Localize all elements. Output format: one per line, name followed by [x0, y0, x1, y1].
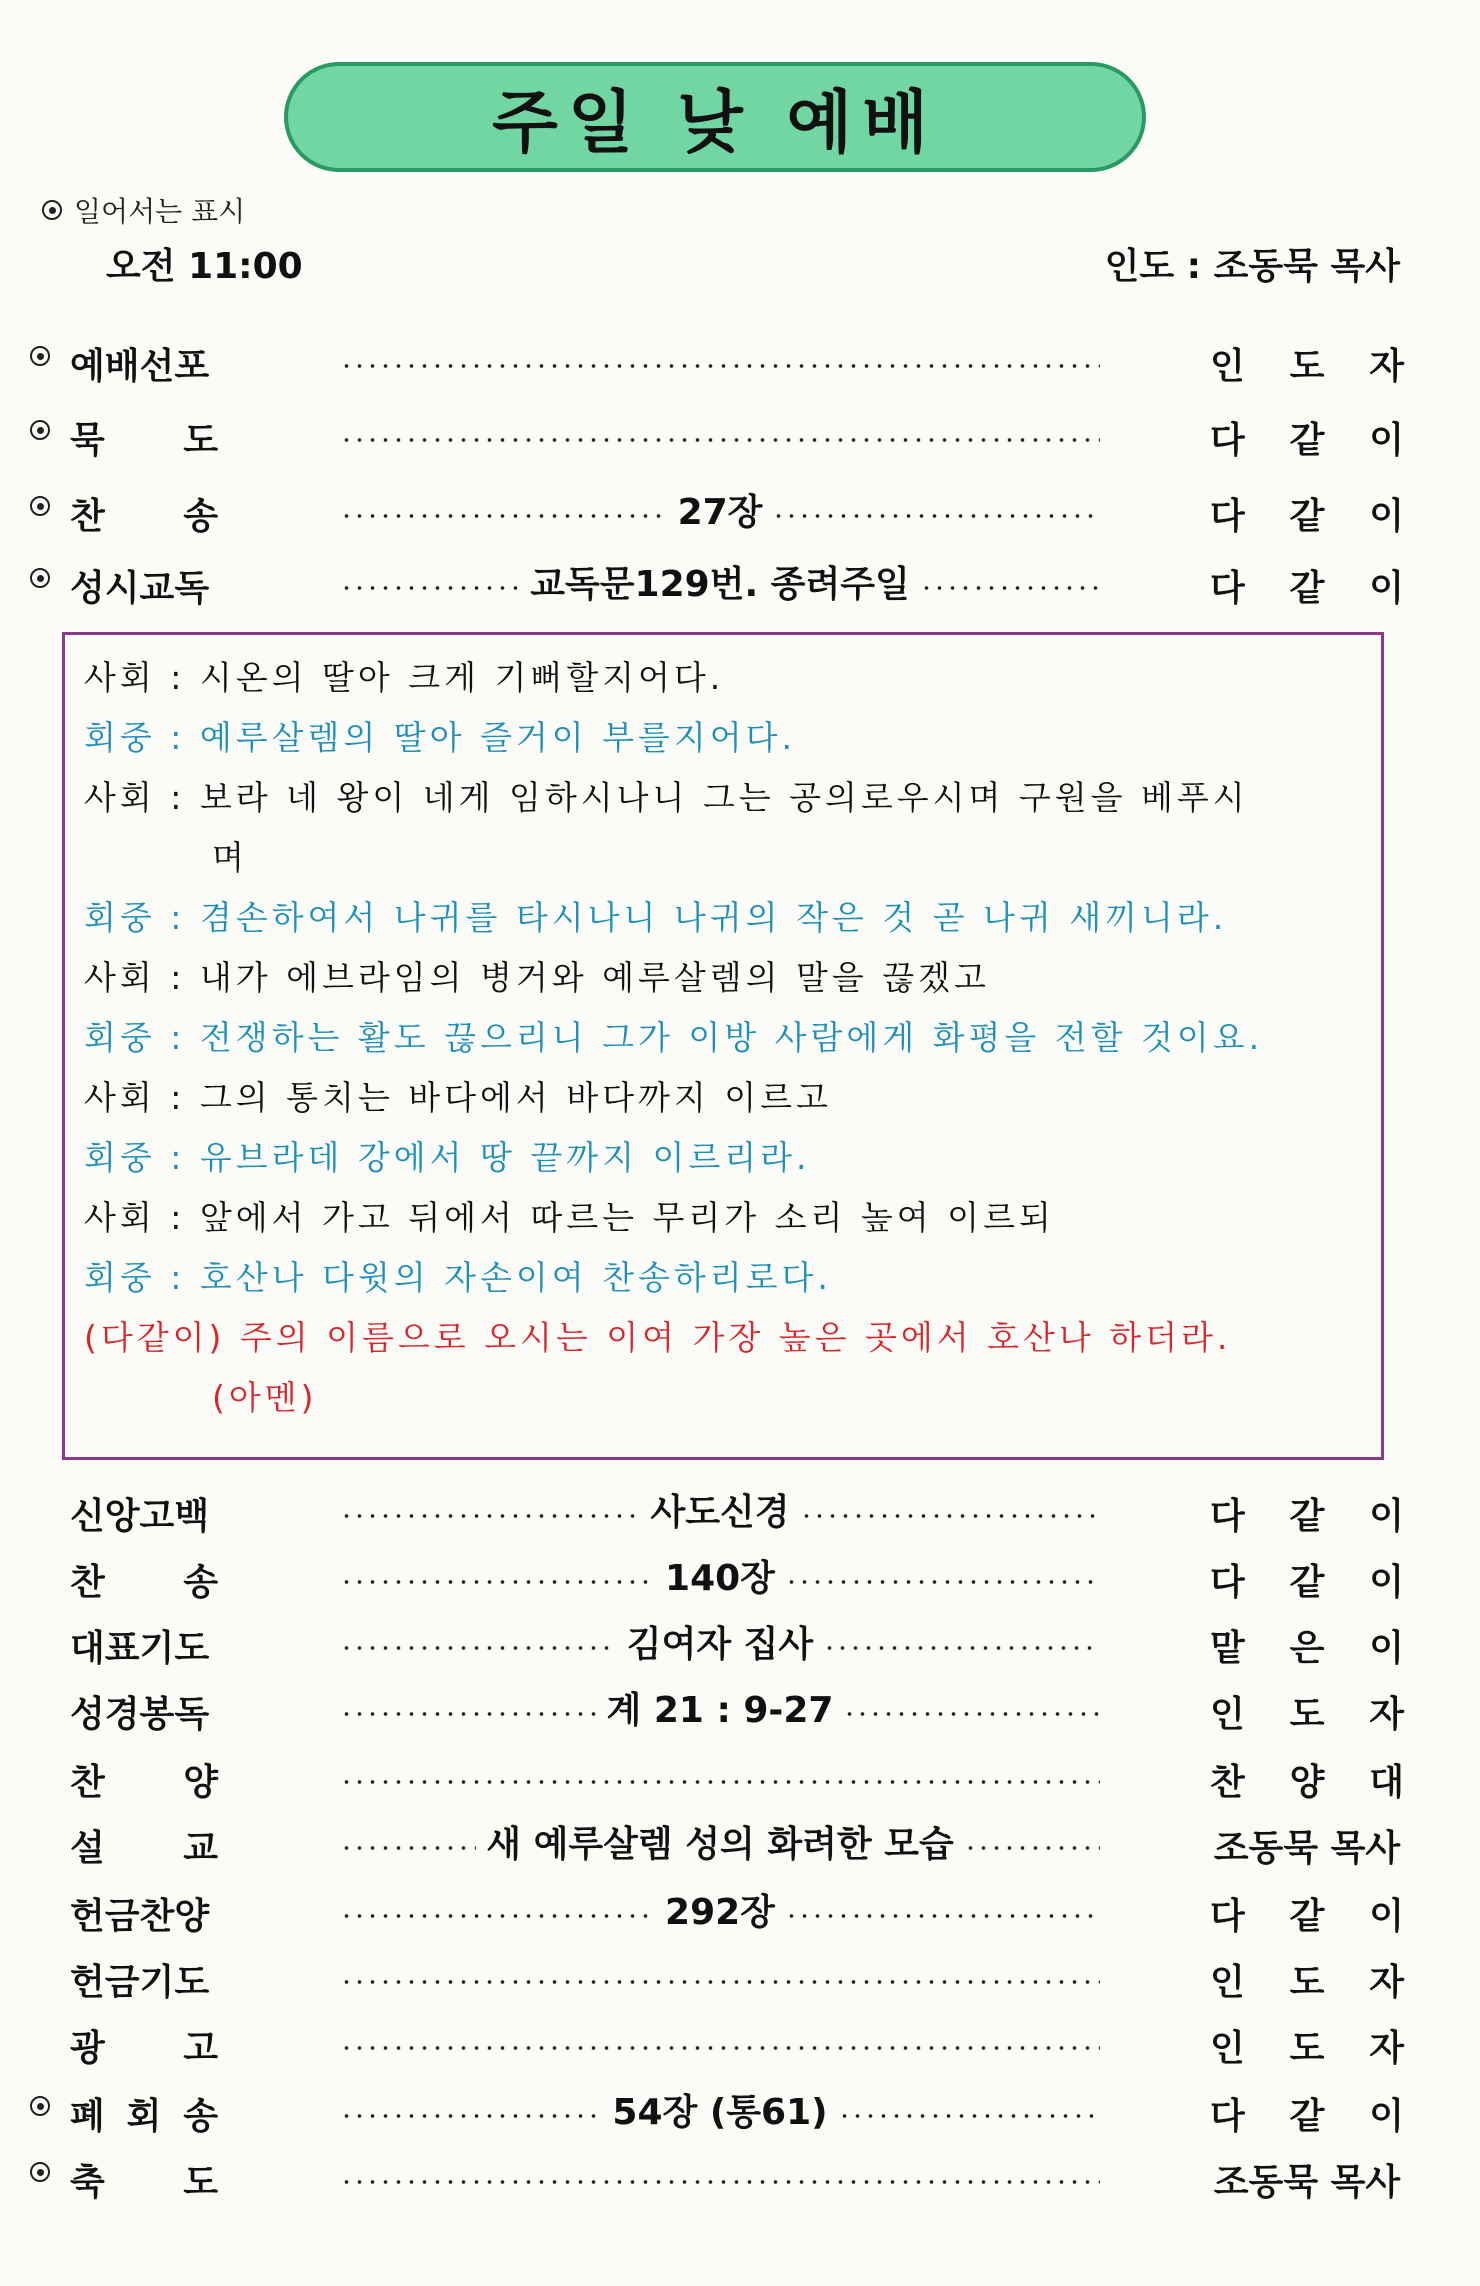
order-detail — [340, 1816, 1100, 1866]
standing-mark-icon — [30, 496, 50, 516]
order-label — [70, 488, 218, 539]
page-title: 주일 낮 예배 — [492, 83, 938, 163]
char: 이 — [1369, 1896, 1404, 1937]
order-detail — [340, 556, 1100, 606]
char: 다 — [1210, 420, 1245, 461]
order-responder — [1210, 560, 1404, 611]
service-leader: 인도 : 조동묵 목사 — [1104, 246, 1400, 287]
reading-line: 회중 : 전쟁하는 활도 끊으리니 그가 이방 사람에게 화평을 전할 것이요. — [84, 1018, 1264, 1057]
dot-leader — [785, 1914, 1100, 1918]
order-row — [0, 330, 1480, 390]
char: 같 — [1289, 568, 1325, 609]
order-row — [0, 2080, 1480, 2140]
order-label — [70, 1754, 218, 1805]
order-detail — [340, 408, 1100, 458]
char: 같 — [1289, 1896, 1325, 1937]
char: 도 — [1289, 346, 1325, 387]
char: 양 — [183, 1762, 218, 1803]
order-row — [0, 1812, 1480, 1872]
dot-leader — [340, 1914, 655, 1918]
reading-line: 회중 : 예루살렘의 딸아 즐거이 부를지어다. — [84, 718, 796, 757]
char: 같 — [1289, 1562, 1325, 1603]
char: 양 — [1289, 1762, 1325, 1803]
order-label: 성시교독 — [70, 568, 210, 609]
order-label — [70, 2088, 218, 2139]
order-detail — [340, 1884, 1100, 1934]
order-responder: 조동묵 목사 — [1213, 1828, 1401, 1869]
dot-leader — [340, 1712, 597, 1716]
order-responder — [1210, 1488, 1404, 1539]
order-label: 헌금찬양 — [70, 1896, 210, 1937]
order-responder — [1210, 1620, 1404, 1671]
dot-leader — [340, 1846, 476, 1850]
order-detail-text: 사도신경 — [650, 1491, 790, 1533]
char: 자 — [1369, 346, 1404, 387]
order-row — [0, 2146, 1480, 2206]
dot-leader — [843, 1712, 1100, 1716]
order-responder — [1210, 2020, 1404, 2071]
standing-mark-icon — [42, 200, 62, 220]
dot-leader — [340, 1780, 1100, 1784]
order-label — [70, 2020, 218, 2071]
char: 송 — [183, 496, 218, 537]
dot-leader — [340, 1514, 640, 1518]
order-responder — [1210, 1954, 1404, 2005]
char: 도 — [183, 2162, 218, 2203]
order-detail — [340, 2084, 1100, 2134]
char: 자 — [1369, 1962, 1404, 2003]
char: 은 — [1289, 1628, 1325, 1669]
reading-line: 사회 : 시온의 딸아 크게 기뻐할지어다. — [84, 658, 725, 697]
order-detail-text: 교독문129번. 종려주일 — [530, 563, 910, 605]
dot-leader — [340, 586, 520, 590]
order-row — [0, 1946, 1480, 2006]
order-detail — [340, 334, 1100, 384]
char: 다 — [1210, 568, 1245, 609]
dot-leader — [340, 364, 1100, 368]
reading-line: 회중 : 유브라데 강에서 땅 끝까지 이르리라. — [84, 1138, 811, 1177]
char: 이 — [1369, 1562, 1404, 1603]
char: 도 — [1289, 1694, 1325, 1735]
order-label — [70, 1554, 218, 1605]
order-label — [70, 412, 218, 463]
standing-mark-icon — [30, 346, 50, 366]
reading-line: 사회 : 그의 통치는 바다에서 바다까지 이르고 — [84, 1078, 832, 1117]
order-label: 성경봉독 — [70, 1694, 210, 1735]
char: 이 — [1369, 2096, 1404, 2137]
order-row — [0, 1880, 1480, 1940]
char: 같 — [1289, 1496, 1325, 1537]
dot-leader — [823, 1646, 1100, 1650]
order-label: 헌금기도 — [70, 1962, 210, 2003]
order-detail — [340, 1484, 1100, 1534]
char: 인 — [1210, 1694, 1245, 1735]
char: 찬 — [1210, 1762, 1245, 1803]
dot-leader — [340, 514, 668, 518]
dot-leader — [800, 1514, 1100, 1518]
dot-leader — [964, 1846, 1100, 1850]
char: 다 — [1210, 1562, 1245, 1603]
char: 다 — [1210, 2096, 1245, 2137]
order-detail-text: 292장 — [665, 1891, 775, 1933]
order-responder — [1210, 1686, 1404, 1737]
order-row — [0, 480, 1480, 540]
order-row — [0, 1612, 1480, 1672]
char: 묵 — [70, 420, 105, 461]
char: 다 — [1210, 1896, 1245, 1937]
reading-line: 며 — [212, 838, 248, 877]
char: 인 — [1210, 346, 1245, 387]
reading-line: (아멘) — [212, 1378, 318, 1417]
char: 도 — [1289, 1962, 1325, 2003]
char: 회 — [126, 2096, 162, 2137]
char: 맡 — [1210, 1628, 1245, 1669]
reading-line: 회중 : 호산나 다윗의 자손이여 찬송하리로다. — [84, 1258, 832, 1297]
char: 찬 — [70, 1762, 105, 1803]
dot-leader — [920, 586, 1100, 590]
char: 교 — [183, 1828, 218, 1869]
standing-mark-icon — [30, 420, 50, 440]
char: 자 — [1369, 2028, 1404, 2069]
char: 송 — [183, 2096, 218, 2137]
order-label — [70, 1820, 218, 1871]
char: 이 — [1369, 568, 1404, 609]
standing-mark-icon — [30, 568, 50, 588]
char: 같 — [1289, 496, 1325, 537]
standing-mark-icon — [30, 2096, 50, 2116]
char: 설 — [70, 1828, 105, 1869]
order-responder — [1210, 338, 1404, 389]
char: 찬 — [70, 1562, 105, 1603]
standing-legend-text: 일어서는 표시 — [74, 195, 246, 228]
order-responder — [1210, 1754, 1404, 1805]
char: 이 — [1369, 496, 1404, 537]
char: 같 — [1289, 420, 1325, 461]
char: 다 — [1210, 1496, 1245, 1537]
order-detail-text: 54장 (통61) — [612, 2091, 828, 2133]
order-detail — [340, 1750, 1100, 1800]
order-responder — [1210, 2088, 1404, 2139]
dot-leader — [340, 438, 1100, 442]
service-time: 오전 11:00 — [106, 246, 303, 287]
order-label: 대표기도 — [70, 1628, 210, 1669]
order-detail-text: 김여자 집사 — [626, 1623, 814, 1665]
char: 광 — [70, 2028, 105, 2069]
char: 도 — [183, 420, 218, 461]
order-detail-text: 140장 — [665, 1557, 775, 1599]
order-detail-text: 27장 — [677, 491, 763, 533]
title-banner — [284, 62, 1146, 172]
reading-line: 사회 : 보라 네 왕이 네게 임하시나니 그는 공의로우시며 구원을 베푸시 — [84, 778, 1249, 817]
dot-leader — [838, 2114, 1100, 2118]
order-row — [0, 404, 1480, 464]
char: 자 — [1369, 1694, 1404, 1735]
reading-line: 사회 : 내가 에브라임의 병거와 예루살렘의 말을 끊겠고 — [84, 958, 990, 997]
order-responder — [1210, 1554, 1404, 1605]
char: 이 — [1369, 420, 1404, 461]
char: 송 — [183, 1562, 218, 1603]
char: 이 — [1369, 1496, 1404, 1537]
char: 고 — [183, 2028, 218, 2069]
order-row — [0, 1546, 1480, 1606]
reading-line: 회중 : 겸손하여서 나귀를 타시나니 나귀의 작은 것 곧 나귀 새끼니라. — [84, 898, 1228, 937]
order-row — [0, 2012, 1480, 2072]
order-detail — [340, 1950, 1100, 2000]
dot-leader — [340, 1580, 655, 1584]
dot-leader — [340, 2046, 1100, 2050]
order-responder: 조동묵 목사 — [1213, 2162, 1401, 2203]
order-detail — [340, 1550, 1100, 1600]
char: 대 — [1369, 1762, 1404, 1803]
order-row — [0, 1678, 1480, 1738]
reading-line: 사회 : 앞에서 가고 뒤에서 따르는 무리가 소리 높여 이르되 — [84, 1198, 1055, 1237]
char: 도 — [1289, 2028, 1325, 2069]
char: 찬 — [70, 496, 105, 537]
order-label: 예배선포 — [70, 346, 210, 387]
order-detail — [340, 1616, 1100, 1666]
order-detail-text: 계 21 : 9-27 — [606, 1689, 834, 1731]
dot-leader — [340, 1646, 617, 1650]
standing-mark-icon — [30, 2162, 50, 2182]
order-detail — [340, 2016, 1100, 2066]
order-detail — [340, 1682, 1100, 1732]
order-detail-text: 새 예루살렘 성의 화려한 모습 — [486, 1823, 954, 1865]
order-label: 신앙고백 — [70, 1496, 210, 1537]
order-label — [70, 2154, 218, 2205]
char: 같 — [1289, 2096, 1325, 2137]
order-detail — [340, 2150, 1100, 2200]
order-responder — [1210, 488, 1404, 539]
dot-leader — [340, 1980, 1100, 1984]
order-detail — [340, 484, 1100, 534]
char: 축 — [70, 2162, 105, 2203]
reading-line: (다같이) 주의 이름으로 오시는 이여 가장 높은 곳에서 호산나 하더라. — [84, 1318, 1232, 1357]
char: 인 — [1210, 1962, 1245, 2003]
dot-leader — [772, 514, 1100, 518]
order-responder — [1210, 412, 1404, 463]
order-responder — [1210, 1888, 1404, 1939]
dot-leader — [340, 2180, 1100, 2184]
order-row — [0, 552, 1480, 612]
char: 인 — [1210, 2028, 1245, 2069]
char: 다 — [1210, 496, 1245, 537]
dot-leader — [785, 1580, 1100, 1584]
order-row — [0, 1746, 1480, 1806]
char: 폐 — [70, 2096, 105, 2137]
standing-legend — [42, 190, 245, 230]
char: 이 — [1369, 1628, 1404, 1669]
dot-leader — [340, 2114, 602, 2118]
order-row — [0, 1480, 1480, 1540]
